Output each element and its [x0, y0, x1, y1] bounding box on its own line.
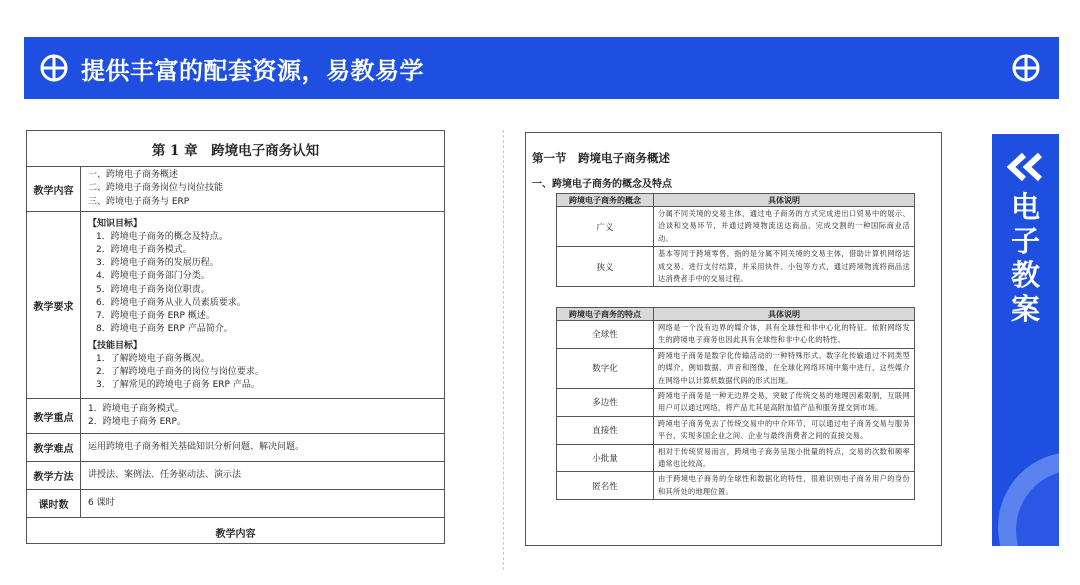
- plan-row-difficulties: [27, 434, 444, 462]
- side-tab-char: 案: [1010, 292, 1040, 326]
- section-page: [525, 132, 942, 546]
- list-item: 运用跨境电子商务相关基础知识分析问题、解决问题。: [88, 441, 305, 452]
- table-row: [557, 348, 915, 388]
- table-row: [557, 389, 915, 417]
- table-cell-desc: 跨境电子商务是数字化传输活动的一种特殊形式。数字化传输通过不同类型的媒介，例如数据、声音和图像，在全球化网络环境中集中进行，这些媒介在网络中以计算机数据代码的形式出现。: [654, 348, 915, 388]
- table-cell-term: 狭义: [557, 247, 654, 287]
- table-row: [557, 444, 915, 472]
- row-header: 教学重点: [27, 399, 81, 433]
- list-item: 3．了解常见的跨境电子商务 ERP 产品。: [96, 380, 260, 391]
- table-header: 具体说明: [654, 308, 915, 321]
- list-item: 6．跨境电子商务从业人员素质要求。: [96, 297, 246, 308]
- table-cell-term: 广义: [557, 207, 654, 247]
- section-title: 第一节 跨境电子商务概述: [532, 151, 670, 165]
- section-footer-heading: 教学内容: [215, 529, 256, 540]
- row-header: 教学难点: [27, 434, 81, 461]
- list-item: 3．跨境电子商务的发展历程。: [96, 258, 219, 269]
- side-tab-char: 子: [1010, 224, 1040, 258]
- row-header: 教学内容: [27, 167, 81, 211]
- concept-table: [556, 193, 915, 287]
- row-body: [81, 434, 444, 461]
- table-cell-desc: 跨境电子商务免去了传统交易中的中介环节，可以通过电子商务交易与服务平台，实现多国企业之间、企业与最终消费者之间的直接交易。: [654, 416, 915, 444]
- page-divider: [503, 130, 504, 570]
- list-item: 三、跨境电子商务与 ERP: [88, 196, 190, 207]
- list-item: 8．跨境电子商务 ERP 产品简介。: [96, 324, 233, 335]
- table-row: [557, 416, 915, 444]
- table-cell-desc: 跨境电子商务是一种无边界交易，突破了传统交易的地理因素限制，互联网用户可以通过网络，将产品尤其是高附加值产品和服务提交到市场。: [654, 389, 915, 417]
- list-item: 4．跨境电子商务部门分类。: [96, 271, 210, 282]
- plan-row-methods: [27, 462, 444, 490]
- side-tab-char: 教: [1010, 258, 1040, 292]
- features-table: [556, 307, 915, 500]
- row-body: [81, 212, 444, 398]
- lesson-plan-page: [26, 130, 445, 544]
- table-cell-desc: 分属不同关境的交易主体，通过电子商务的方式完成进出口贸易中的展示、洽谈和交易环节，并通过跨境物流送达商品、完成交割的一种国际商业活动。: [654, 207, 915, 247]
- row-header: 教学要求: [27, 212, 81, 398]
- side-tab-char: 电: [1010, 190, 1040, 224]
- table-cell-term: 直接性: [557, 416, 654, 444]
- row-header: 教学方法: [27, 462, 81, 489]
- table-cell-term: 匿名性: [557, 472, 654, 500]
- table-row: [557, 472, 915, 500]
- row-body: [81, 462, 444, 489]
- side-tab-label: [992, 190, 1059, 326]
- double-chevron-left-icon: [1005, 150, 1045, 184]
- list-item: 2．跨境电子商务模式。: [96, 245, 192, 256]
- circle-plus-icon: [39, 53, 69, 83]
- list-item: 一、跨境电子商务概述: [88, 170, 179, 181]
- table-row: [557, 321, 915, 349]
- list-item: 7．跨境电子商务 ERP 概述。: [96, 311, 215, 322]
- subheading: 【技能目标】: [88, 340, 143, 351]
- table-cell-desc: 相对于传统贸易而言，跨境电子商务呈现小批量的特点，交易的次数和频率通常也比较高。: [654, 444, 915, 472]
- subheading: 【知识目标】: [88, 218, 143, 229]
- row-body: [81, 490, 444, 517]
- list-item: 5．跨境电子商务岗位职责。: [96, 284, 210, 295]
- subsection-title: 一、跨境电子商务的概念及特点: [532, 179, 672, 190]
- list-item: 1．跨境电子商务的概念及特点。: [96, 231, 228, 242]
- row-header: 课时数: [27, 490, 81, 517]
- banner-title: 提供丰富的配套资源，易教易学: [81, 56, 424, 85]
- plan-row-hours: [27, 490, 444, 518]
- row-body: [81, 399, 444, 433]
- chapter-title: 第 1 章 跨境电子商务认知: [27, 131, 444, 167]
- list-item: 2．跨境电子商务 ERP。: [88, 417, 186, 427]
- list-item: 二、跨境电子商务岗位与岗位技能: [88, 183, 224, 194]
- table-cell-term: 全球性: [557, 321, 654, 349]
- table-header: 具体说明: [654, 194, 915, 207]
- header-banner: [24, 37, 1059, 99]
- circle-plus-icon: [1011, 53, 1041, 83]
- table-row: [557, 247, 915, 287]
- table-cell-term: 多边性: [557, 389, 654, 417]
- plan-row-content: [27, 167, 444, 212]
- table-header: 跨境电子商务的特点: [557, 308, 654, 321]
- row-body: [81, 167, 444, 211]
- list-item: 1．跨境电子商务模式。: [88, 403, 184, 414]
- table-header: 跨境电子商务的概念: [557, 194, 654, 207]
- table-cell-desc: 基本等同于跨境零售，指的是分属不同关境的交易主体，借助计算机网络达成交易、进行支付结算，并采用快件、小包等方式，通过跨境物流将商品送达消费者手中的交易过程。: [654, 247, 915, 287]
- side-tab-lesson-plan[interactable]: [992, 134, 1059, 546]
- list-item: 6 课时: [88, 497, 115, 508]
- list-item: 1．了解跨境电子商务概况。: [96, 353, 210, 364]
- table-cell-desc: 由于跨境电子商务的全球性和数据化的特性，很难识别电子商务用户的身份和其所处的地理位置。: [654, 472, 915, 500]
- list-item: 讲授法、案例法、任务驱动法、演示法: [88, 469, 242, 480]
- table-cell-term: 数字化: [557, 348, 654, 388]
- table-cell-term: 小批量: [557, 444, 654, 472]
- table-cell-desc: 网络是一个没有边界的媒介体，具有全球性和非中心化的特征。依附网络发生的跨境电子商务也因此具有全球性和非中心化的特性。: [654, 321, 915, 349]
- plan-row-key-points: [27, 399, 444, 434]
- list-item: 2．了解跨境电子商务的岗位与岗位要求。: [96, 366, 264, 377]
- plan-row-requirements: [27, 212, 444, 399]
- table-row: [557, 207, 915, 247]
